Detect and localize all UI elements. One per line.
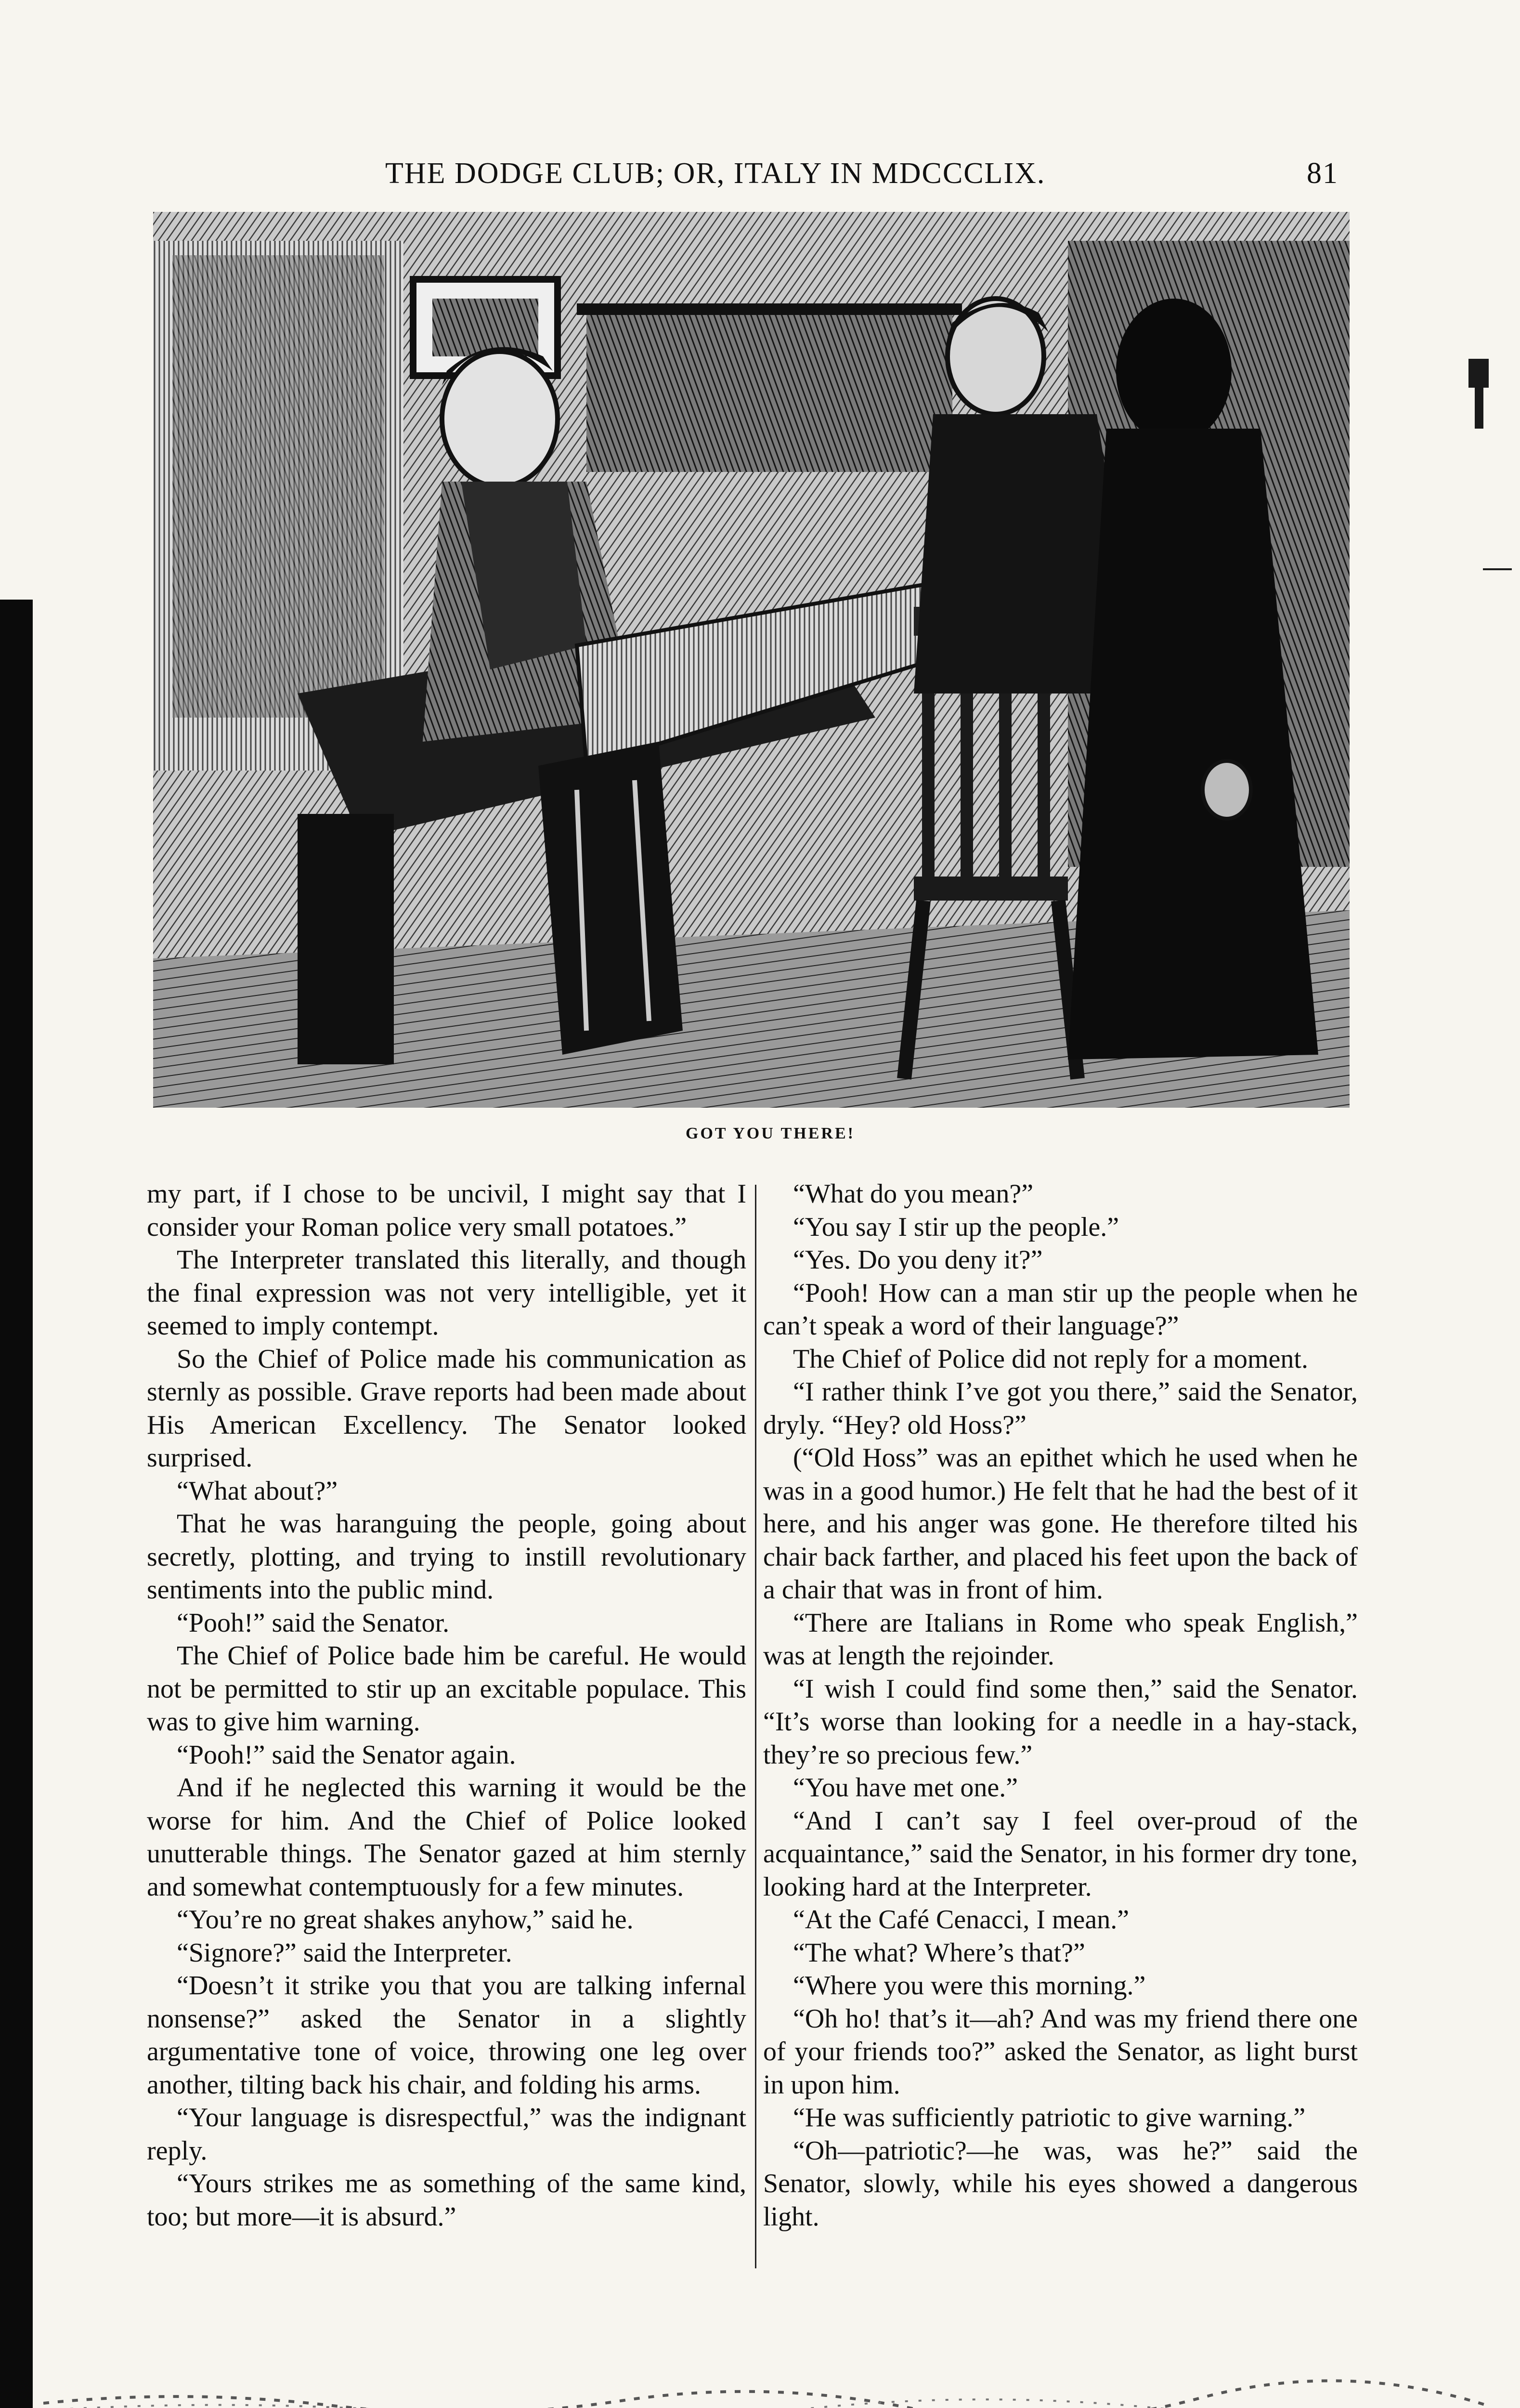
scan-edge-shadow [0, 600, 33, 2408]
paragraph: The Chief of Police did not reply for a moment. [793, 1344, 1308, 1374]
paragraph: (“Old Hoss” was an epithet which he used when he was in a good humor.) He felt that he had the best of it here, and his anger was gone. He therefore tilted his chair back farther, and placed his feet upon the back of a chair that was in front of him. [763, 1443, 1358, 1605]
paragraph: my part, if I chose to be uncivil, I might say that I consider your Roman police very small potatoes.” [147, 1179, 746, 1242]
paragraph: “Your language is disrespectful,” was the indignant reply. [147, 2103, 746, 2166]
text-column-right [763, 1178, 1358, 2233]
paragraph: “I rather think I’ve got you there,” said the Senator, dryly. “Hey? old Hoss?” [763, 1377, 1358, 1440]
paragraph: “And I can’t say I feel over-proud of the acquaintance,” said the Senator, in his former dry tone, looking hard at the Interpreter. [763, 1806, 1358, 1902]
text-column-left [147, 1178, 746, 2233]
paragraph: “Yours strikes me as something of the same kind, too; but more—it is absurd.” [147, 2169, 746, 2232]
paragraph: “What do you mean?” [793, 1179, 1034, 1209]
paragraph: That he was haranguing the people, going about secretly, plotting, and trying to instill revolutionary sentiments into the public mind. [147, 1509, 746, 1605]
paragraph: “You say I stir up the people.” [793, 1212, 1119, 1242]
paragraph: “Pooh! How can a man stir up the people when he can’t speak a word of their language?” [763, 1278, 1358, 1341]
paragraph: “There are Italians in Rome who speak English,” was at length the rejoinder. [763, 1608, 1358, 1671]
paragraph: “He was sufficiently patriotic to give warning.” [793, 2103, 1306, 2133]
page-number: 81 [1307, 157, 1338, 190]
scan-bottom-edge [43, 2379, 1488, 2408]
paragraph: “You’re no great shakes anyhow,” said he. [177, 1905, 634, 1935]
paragraph: “I wish I could find some then,” said the Senator. “It’s worse than looking for a needle in a hay-stack, they’re so precious few.” [763, 1674, 1358, 1770]
column-divider [755, 1185, 756, 2268]
paragraph: So the Chief of Police made his communication as sternly as possible. Grave reports had been made about His American Excellency. The Senator looked surprised. [147, 1344, 746, 1473]
paragraph: The Interpreter translated this literally, and though the final expression was not very intelligible, yet it seemed to imply contempt. [147, 1245, 746, 1341]
running-header [376, 147, 1338, 200]
paragraph: “What about?” [177, 1476, 338, 1506]
paragraph: “Signore?” said the Interpreter. [177, 1937, 512, 1968]
scan-mark [1468, 359, 1489, 388]
paragraph: “Pooh!” said the Senator again. [177, 1740, 516, 1770]
running-title: THE DODGE CLUB; OR, ITALY IN MDCCCLIX. [385, 157, 1046, 190]
paragraph: “Yes. Do you deny it?” [793, 1245, 1043, 1275]
engraving-drawing [153, 212, 1350, 1108]
scan-mark [1483, 568, 1512, 570]
paragraph: “The what? Where’s that?” [793, 1937, 1085, 1968]
paragraph: “Oh ho! that’s it—ah? And was my friend there one of your friends too?” asked the Senator, as light burst in upon him. [763, 2003, 1358, 2100]
paragraph: The Chief of Police bade him be careful. He would not be permitted to stir up an excitable populace. This was to give him warning. [147, 1641, 746, 1737]
scan-mark [1475, 385, 1483, 429]
illustration-caption: GOT YOU THERE! [686, 1125, 855, 1142]
paragraph: “Oh—patriotic?—he was, was he?” said the Senator, slowly, while his eyes showed a dangerous light. [763, 2135, 1358, 2232]
paragraph: “Pooh!” said the Senator. [177, 1608, 450, 1638]
engraving-illustration [153, 212, 1350, 1108]
paragraph: “At the Café Cenacci, I mean.” [793, 1905, 1130, 1935]
paragraph: “Where you were this morning.” [793, 1971, 1146, 2001]
paragraph: “You have met one.” [793, 1773, 1018, 1803]
paragraph: And if he neglected this warning it would be the worse for him. And the Chief of Police looked unutterable things. The Senator gazed at him sternly and somewhat contemptuously for a few minutes. [147, 1773, 746, 1902]
paragraph: “Doesn’t it strike you that you are talking infernal nonsense?” asked the Senator in a slightly argumentative tone of voice, throwing one leg over another, tilting back his chair, and folding his arms. [147, 1971, 746, 2100]
